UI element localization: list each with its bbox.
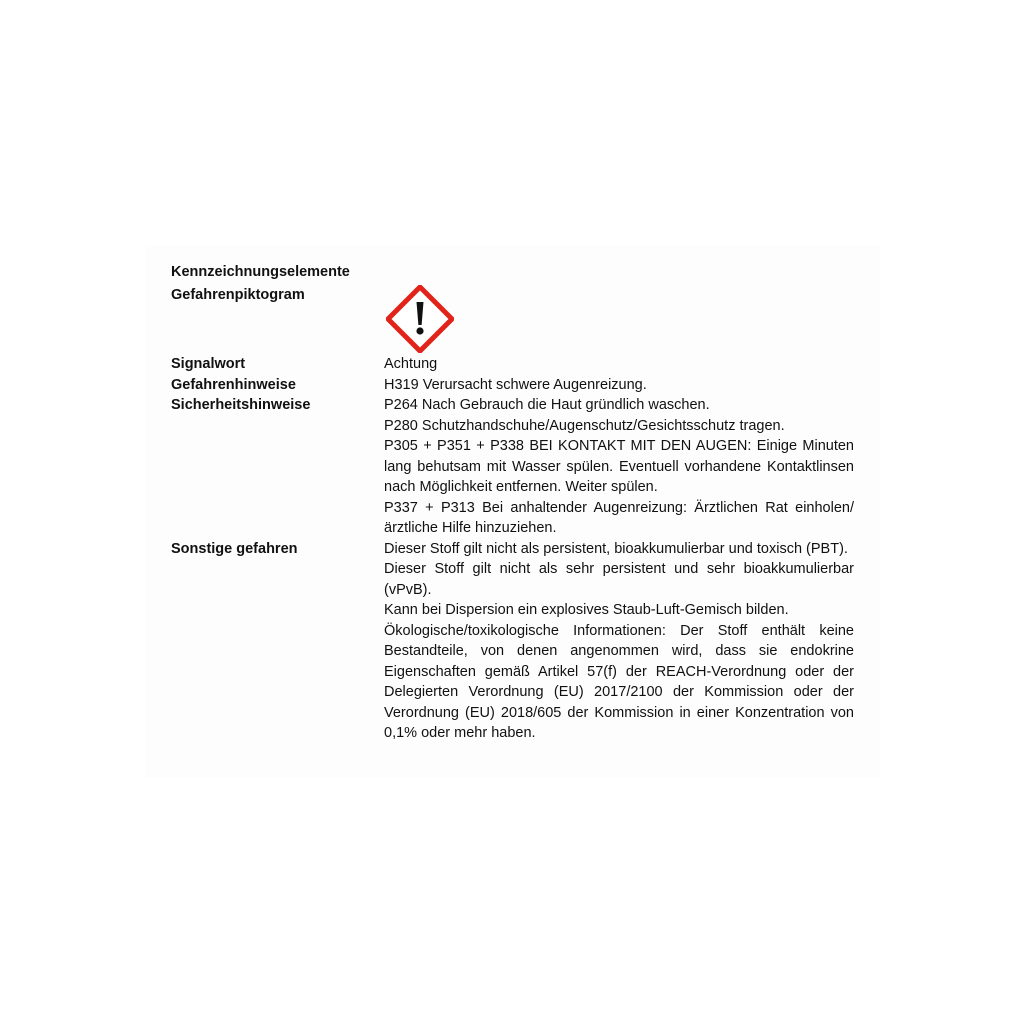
row-signal-word	[171, 354, 861, 375]
section-heading-labelling-elements: Kennzeichnungselemente	[171, 264, 350, 280]
precautionary-statement-p264: P264 Nach Gebrauch die Haut gründlich waschen.	[384, 397, 710, 413]
other-hazard-endocrine-info: Ökologische/toxikologische Informationen: Der Stoff enthält keine Bestandteile, von denen angenommen wird, dass sie endokrine Eigenschaften gemäß Artikel 57(f) der REACH-Verordnung oder der Delegierten Verordnung (EU) 2017/2100 der Kommission oder der Verordnung (EU) 2018/605 der Kommission in einer Konzentration von 0,1% oder mehr haben.	[384, 622, 854, 741]
label-elements-table	[171, 354, 861, 744]
hazard-statements-label: Gefahrenhinweise	[171, 376, 296, 393]
other-hazard-vpvb: Dieser Stoff gilt nicht als sehr persistent und sehr bioakkumulierbar (vPvB).	[384, 561, 854, 598]
other-hazards-label: Sonstige gefahren	[171, 540, 298, 557]
row-precautionary-statements	[171, 395, 861, 539]
section-heading-hazard-pictogram: Gefahrenpiktogram	[171, 287, 305, 303]
row-hazard-statements	[171, 375, 861, 396]
precautionary-statement-p337-p313: P337 + P313 Bei anhaltender Augenreizung: Ärztlichen Rat einholen/ärztliche Hilfe hinzuziehen.	[384, 499, 854, 536]
signal-word-value: Achtung	[384, 356, 438, 372]
hazard-statement-text: H319 Verursacht schwere Augenreizung.	[384, 376, 647, 393]
signal-word-label: Signalwort	[171, 356, 246, 372]
precautionary-statements-label: Sicherheitshinweise	[171, 397, 311, 413]
precautionary-statement-p280: P280 Schutzhandschuhe/Augenschutz/Gesichtsschutz tragen.	[384, 417, 785, 434]
other-hazard-pbt: Dieser Stoff gilt nicht als persistent, bioakkumulierbar und toxisch (PBT).	[384, 540, 848, 557]
exclamation-mark-diamond-icon	[386, 285, 454, 353]
row-other-hazards	[171, 539, 861, 744]
precautionary-statement-p305-p351-p338: P305 + P351 + P338 BEI KONTAKT MIT DEN AUGEN: Einige Minuten lang behutsam mit Wasser spülen. Eventuell vorhandene Kontaktlinsen nach Möglichkeit entfernen. Weiter spülen.	[384, 438, 854, 495]
other-hazard-dust-explosion: Kann bei Dispersion ein explosives Staub-Luft-Gemisch bilden.	[384, 602, 789, 618]
